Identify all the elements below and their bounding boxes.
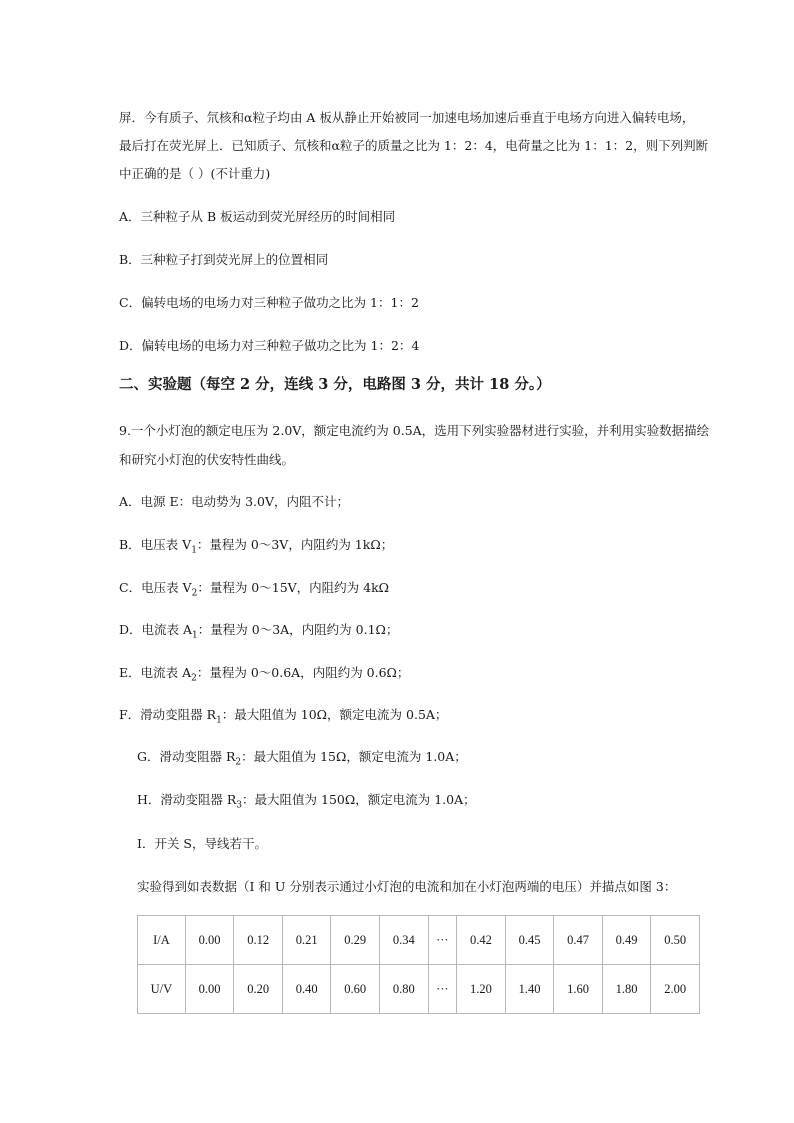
- row-label: I/A: [138, 916, 186, 965]
- table-cell: 0.47: [554, 916, 603, 965]
- data-table: [137, 915, 700, 1014]
- q8-option-b: B．三种粒子打到荧光屏上的位置相同: [119, 252, 329, 267]
- q8-option-a: A．三种粒子从 B 板运动到荧光屏经历的时间相同: [119, 209, 396, 224]
- row-label: U/V: [138, 965, 186, 1014]
- table-row: [138, 916, 700, 965]
- table-cell: ···: [428, 916, 457, 965]
- table-cell: 0.50: [651, 916, 700, 965]
- table-cell: 0.21: [282, 916, 331, 965]
- item-c-voltmeter-v2: C．电压表 $V_2$：量程为 0～15V，内阻约为 4kΩ: [119, 580, 390, 599]
- table-cell: 1.40: [505, 965, 554, 1014]
- q8-stem-line-2: 最后打在荧光屏上．已知质子、氘核和α粒子的质量之比为 1：2：4，电荷量之比为 1：1：2，则下列判断: [119, 138, 709, 153]
- table-cell: 1.80: [602, 965, 651, 1014]
- table-cell: 0.34: [380, 916, 429, 965]
- item-d-ammeter-a1: D．电流表 $A_1$：量程为 0～3A，内阻约为 0.1Ω；: [119, 622, 399, 641]
- table-cell: 0.12: [234, 916, 283, 965]
- item-h-rheostat-r3: H．滑动变阻器 $R_3$：最大阻值为 150Ω，额定电流为 1.0A；: [137, 792, 476, 811]
- table-cell: 0.00: [185, 965, 234, 1014]
- item-f-rheostat-r1: F．滑动变阻器 $R_1$：最大阻值为 10Ω，额定电流为 0.5A；: [119, 707, 448, 726]
- table-cell: 0.60: [331, 965, 380, 1014]
- section-2-heading: 二、实验题（每空 2 分，连线 3 分，电路图 3 分，共计 18 分。）: [119, 376, 551, 393]
- item-e-ammeter-a2: E．电流表 $A_2$：量程为 0～0.6A，内阻约为 0.6Ω；: [119, 665, 410, 684]
- q8-stem-line-1: 屏．今有质子、氘核和α粒子均由 A 板从静止开始被同一加速电场加速后垂直于电场方向进入偏转电场，: [119, 110, 695, 125]
- item-a-power-source: A．电源 E：电动势为 3.0V，内阻不计；: [119, 494, 350, 509]
- item-g-rheostat-r2: G．滑动变阻器 $R_2$：最大阻值为 15Ω，额定电流为 1.0A；: [137, 749, 467, 768]
- table-cell: 0.49: [602, 916, 651, 965]
- q9-stem-line-1: 9.一个小灯泡的额定电压为 2.0V，额定电流约为 0.5A，选用下列实验器材进行实验，并利用实验数据描绘: [119, 423, 710, 438]
- table-cell: 0.20: [234, 965, 283, 1014]
- table-cell: 2.00: [651, 965, 700, 1014]
- table-cell: 1.60: [554, 965, 603, 1014]
- q8-stem-line-3: 中正确的是（ ）(不计重力): [119, 166, 271, 181]
- table-cell: 0.80: [380, 965, 429, 1014]
- q9-stem-line-2: 和研究小灯泡的伏安特性曲线。: [119, 452, 295, 467]
- item-i-switch: I．开关 S，导线若干。: [137, 836, 267, 851]
- table-cell: 0.00: [185, 916, 234, 965]
- q8-option-d: D．偏转电场的电场力对三种粒子做功之比为 1：2：4: [119, 338, 420, 353]
- table-cell: 0.42: [457, 916, 506, 965]
- table-row: [138, 965, 700, 1014]
- table-cell: 1.20: [457, 965, 506, 1014]
- table-cell: 0.45: [505, 916, 554, 965]
- table-cell: 0.40: [282, 965, 331, 1014]
- table-intro: 实验得到如表数据（I 和 U 分别表示通过小灯泡的电流和加在小灯泡两端的电压）并描点如图 3：: [137, 879, 677, 894]
- item-b-voltmeter-v1: B．电压表 $V_1$：量程为 0～3V，内阻约为 1kΩ；: [119, 537, 394, 556]
- table-cell: 0.29: [331, 916, 380, 965]
- q8-option-c: C．偏转电场的电场力对三种粒子做功之比为 1：1：2: [119, 295, 419, 310]
- table-cell: ···: [428, 965, 457, 1014]
